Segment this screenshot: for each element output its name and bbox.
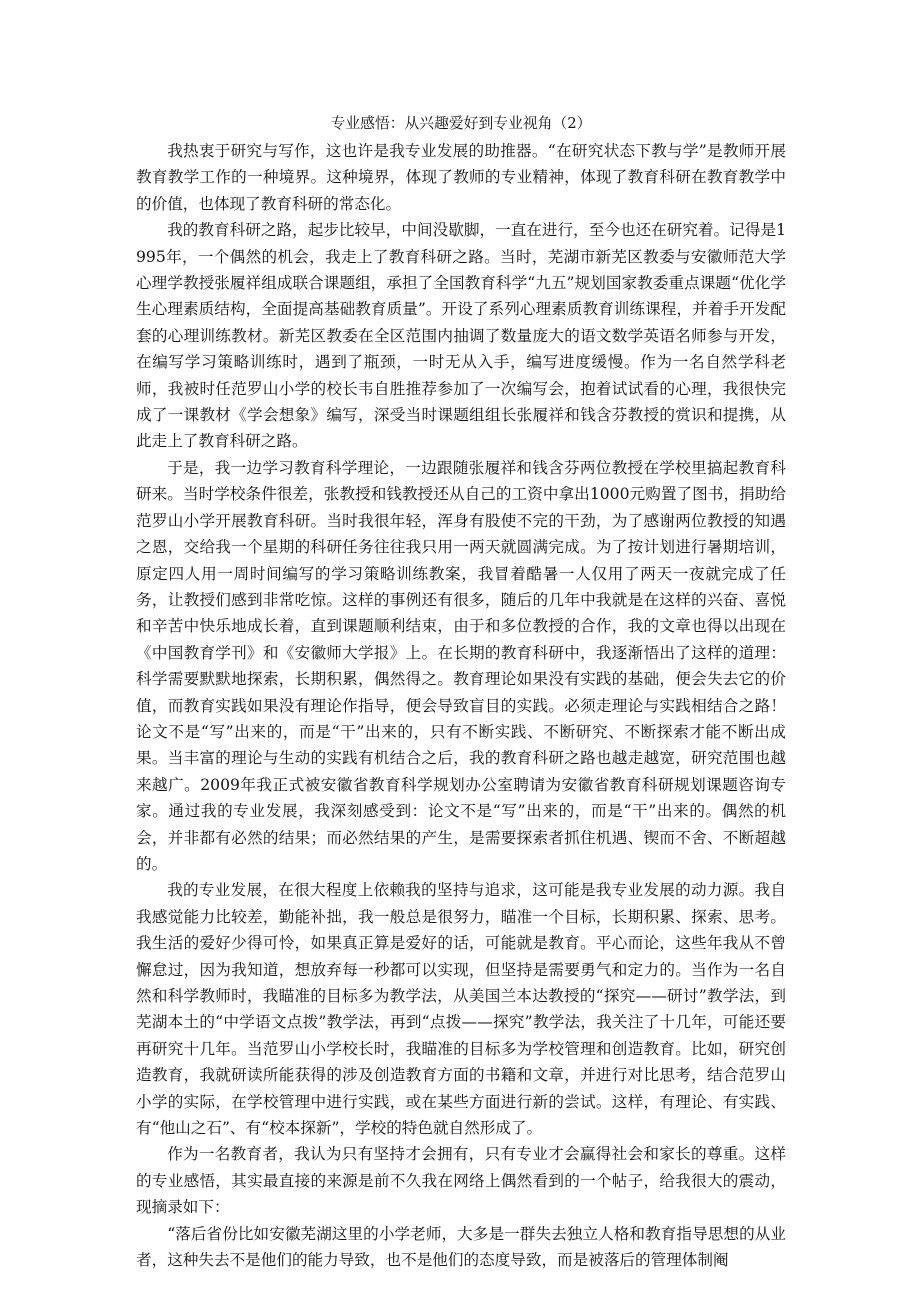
paragraph-1: 我热衷于研究与写作，这也许是我专业发展的助推器。“在研究状态下教与学”是教师开展教育教学工作的一种境界。这种境界，体现了教师的专业精神，体现了教育科研在教育教学中的价值，也体现了教育科研的常态化。	[136, 142, 786, 213]
paragraph-5: 作为一名教育者，我认为只有坚持才会拥有，只有专业才会赢得社会和家长的尊重。这样的专业感悟，其实最直接的来源是前不久我在网络上偶然看到的一个帖子，给我很大的震动，现摘录如下：	[136, 1145, 786, 1217]
paragraph-3: 于是，我一边学习教育科学理论，一边跟随张履祥和钱含芬两位教授在学校里搞起教育科研来。当时学校条件很差，张教授和钱教授还从自己的工资中拿出1000元购置了图书，捐助给范罗山小学开展教育科研。当时我很年轻，浑身有股使不完的干劲，为了感谢两位教授的知遇之恩，交给我一个星期的科研任务往往我只用一两天就圆满完成。为了按计划进行暑期培训，原定四人用一周时间编写的学习策略训练教案，我冒着酷暑一人仅用了两天一夜就完成了任务，让教授们感到非常吃惊。这样的事例还有很多，随后的几年中我就是在这样的兴奋、喜悦和辛苦中快乐地成长着，直到课题顺利结束，由于和多位教授的合作，我的文章也得以出现在《中国教育学刊》和《安徽师大学报》上。在长期的教育科研中，我逐渐悟出了这样的道理：科学需要默默地探索，长期积累，偶然得之。教育理论如果没有实践的基础，便会失去它的价值，而教育实践如果没有理论作指导，便会导致盲目的实践。必须走理论与实践相结合之路！论文不是“写”出来的，而是“干”出来的，只有不断实践、不断研究、不断探索才能不断出成果。当丰富的理论与生动的实践有机结合之后，我的教育科研之路也越走越宽，研究范围也越来越广。2009年我正式被安徽省教育科学规划办公室聘请为安徽省教育科研规划课题咨询专家。通过我的专业发展，我深刻感受到：论文不是“写”出来的，而是“干”出来的。偶然的机会，并非都有必然的结果；而必然结果的产生，是需要探索者抓住机遇、锲而不舍、不断超越的。	[136, 458, 786, 873]
document-page	[136, 112, 786, 1273]
paragraph-2: 我的教育科研之路，起步比较早，中间没歇脚，一直在进行，至今也还在研究着。记得是1995年，一个偶然的机会，我走上了教育科研之路。当时，芜湖市新芜区教委与安徽师范大学心理学教授张履祥组成联合课题组，承担了全国教育科学“九五”规划国家教委重点课题“优化学生心理素质结构，全面提高基础教育质量”。开设了系列心理素质教育训练课程，并着手开发配套的心理训练教材。新芜区教委在全区范围内抽调了数量庞大的语文数学英语名师参与开发，在编写学习策略训练时，遇到了瓶颈，一时无从入手，编写进度缓慢。作为一名自然学科老师，我被时任范罗山小学的校长韦自胜推荐参加了一次编写会，抱着试试看的心理，我很快完成了一课教材《学会想象》编写，深受当时课题组组长张履祥和钱含芬教授的赏识和提携，从此走上了教育科研之路。	[136, 221, 786, 451]
paragraph-4: 我的专业发展，在很大程度上依赖我的坚持与追求，这可能是我专业发展的动力源。我自我感觉能力比较差，勤能补拙，我一般总是很努力，瞄准一个目标，长期积累、探索、思考。我生活的爱好少得可怜，如果真正算是爱好的话，可能就是教育。平心而论，这些年我从不曾懈怠过，因为我知道，想放弃每一秒都可以实现，但坚持是需要勇气和定力的。当作为一名自然和科学教师时，我瞄准的目标多为教学法，从美国兰本达教授的“探究——研讨”教学法，到芜湖本土的“中学语文点拨”教学法，再到“点拨——探究”教学法，我关注了十几年，可能还要再研究十几年。当范罗山小学校长时，我瞄准的目标多为学校管理和创造教育。比如，研究创造教育，我就研读所能获得的涉及创造教育方面的书籍和文章，并进行对比思考，结合范罗山小学的实际，在学校管理中进行实践，或在某些方面进行新的尝试。这样，有理论、有实践、有“他山之石”、有“校本探新”，学校的特色就自然形成了。	[136, 881, 786, 1138]
paragraph-6: “落后省份比如安徽芜湖这里的小学老师，大多是一群失去独立人格和教育指导思想的从业者，这种失去不是他们的能力导致，也不是他们的态度导致，而是被落后的管理体制阉	[136, 1224, 786, 1270]
document-title: 专业感悟：从兴趣爱好到专业视角（2）	[330, 115, 592, 132]
